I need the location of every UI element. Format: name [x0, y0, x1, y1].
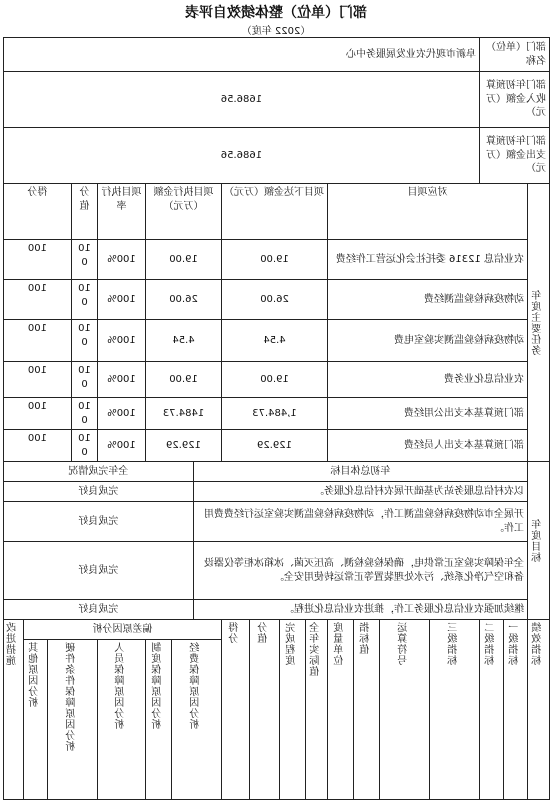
- task-rate: 100%: [98, 362, 146, 398]
- budget-out-label: 部门年初预算支出金额（万元）: [480, 128, 550, 184]
- goals-side-label: 年度目标: [528, 462, 550, 620]
- table-row: [3, 542, 549, 600]
- task-rate: 100%: [98, 430, 146, 462]
- table-row: [3, 600, 549, 620]
- task-score: 100: [3, 398, 71, 430]
- page-title: 部门（单位）整体绩效自评表: [185, 5, 367, 21]
- table-row: [3, 482, 549, 502]
- task-budget: 19.00: [222, 240, 328, 280]
- evaluation-sheet: [4, 37, 550, 781]
- perf-reason-hardware: 硬件条件保障原因分析: [48, 640, 98, 800]
- goal-text: 以农村信息服务站为基础开展农村信息化服务。: [194, 482, 528, 502]
- tasks-header-exec: 项目执行金额（万元）: [146, 184, 222, 240]
- table-row: [3, 502, 549, 542]
- perf-header-score: 得分: [222, 620, 250, 800]
- goal-done: 完成良好: [3, 600, 193, 620]
- goal-done: 完成良好: [3, 502, 193, 542]
- tasks-header-rate: 项目执行率: [98, 184, 146, 240]
- goal-done: 完成良好: [3, 482, 193, 502]
- goal-text: 继续加强农业信息化服务工作，推进农业信息化进程。: [194, 600, 528, 620]
- budget-in-label: 部门年初预算收入金额（万元）: [480, 72, 550, 128]
- tasks-side-label: 年度主要任务: [528, 184, 550, 462]
- perf-side-label: 绩效指标: [528, 620, 550, 800]
- task-rate: 100%: [98, 280, 146, 320]
- task-project: 部门预算基本支出人员经费: [328, 430, 528, 462]
- goal-text: 开展全市动物疫病检验监测工作，动物疫病检验监测实验室运行经费费用工作。: [194, 502, 528, 542]
- goal-done: 完成良好: [3, 542, 193, 600]
- perf-header-l3: 三级指标: [430, 620, 480, 800]
- page-subtitle: （2022 年度）: [241, 26, 311, 37]
- perf-header-op: 运算符号: [380, 620, 430, 800]
- task-project: 动物疫病检验监测实验室电费: [328, 320, 528, 362]
- task-weight: 100: [72, 240, 98, 280]
- task-score: 100: [3, 280, 71, 320]
- task-project: 部门预算基本支出公用经费: [328, 398, 528, 430]
- budget-in-value: 1686.56: [3, 72, 479, 128]
- perf-reason-other: 其他原因分析: [24, 640, 48, 800]
- perf-header-measures: 改进措施: [3, 620, 23, 800]
- perf-header-plan: 全年实际值: [306, 620, 328, 800]
- perf-header-l1: 一级指标: [504, 620, 528, 800]
- task-weight: 100: [72, 398, 98, 430]
- perf-header-done: 完成程度: [280, 620, 306, 800]
- goals-header-done: 全年完成情况: [3, 462, 193, 482]
- task-score: 100: [3, 240, 71, 280]
- tasks-header-budget: 项目下达金额（万元）: [222, 184, 328, 240]
- task-rate: 100%: [98, 240, 146, 280]
- task-weight: 100: [72, 362, 98, 398]
- table-row: [3, 280, 549, 320]
- task-score: 100: [3, 362, 71, 398]
- perf-header-weight: 分值: [250, 620, 280, 800]
- task-rate: 100%: [98, 398, 146, 430]
- task-exec: 26.00: [146, 280, 222, 320]
- task-exec: 1484.73: [146, 398, 222, 430]
- task-weight: 100: [72, 280, 98, 320]
- perf-reason-funding: 经费保障原因分析: [172, 640, 222, 800]
- task-budget: 129.29: [222, 430, 328, 462]
- perf-reason-system: 制度保障原因分析: [146, 640, 172, 800]
- perf-header-target: 指标值: [354, 620, 380, 800]
- task-weight: 100: [72, 430, 98, 462]
- budget-out-value: 1686.56: [3, 128, 479, 184]
- task-score: 100: [3, 320, 71, 362]
- table-row: [3, 430, 549, 462]
- task-exec: 129.29: [146, 430, 222, 462]
- task-exec: 4.54: [146, 320, 222, 362]
- dept-value: 阜新市现代农业发展服务中心: [3, 38, 479, 72]
- tasks-header-weight: 分值: [72, 184, 98, 240]
- task-project: 动物疫病检验监测经费: [328, 280, 528, 320]
- task-rate: 100%: [98, 320, 146, 362]
- tasks-header-project: 对应项目: [328, 184, 528, 240]
- perf-header-unit: 度量单位: [328, 620, 354, 800]
- evaluation-table: [3, 37, 550, 800]
- task-weight: 100: [72, 320, 98, 362]
- table-row: [3, 398, 549, 430]
- task-budget: 4.54: [222, 320, 328, 362]
- task-score: 100: [3, 430, 71, 462]
- goals-header-goal: 年初总体目标: [194, 462, 528, 482]
- tasks-header-score: 得分: [3, 184, 71, 240]
- table-row: [3, 362, 549, 398]
- table-row: [3, 320, 549, 362]
- task-exec: 19.00: [146, 362, 222, 398]
- dept-label: 部门（单位）名称: [480, 38, 550, 72]
- perf-reason-staff: 人员保障原因分析: [98, 640, 146, 800]
- task-project: 农业信息化业务费: [328, 362, 528, 398]
- perf-header-deviation: 偏差原因分析: [24, 620, 222, 640]
- task-budget: 1,484.73: [222, 398, 328, 430]
- task-exec: 19.00: [146, 240, 222, 280]
- perf-header-l2: 二级指标: [480, 620, 504, 800]
- task-budget: 19.00: [222, 362, 328, 398]
- task-budget: 26.00: [222, 280, 328, 320]
- table-row: [3, 240, 549, 280]
- goal-text: 全年保障实验室正常供电，确保检验检测、高压灭菌、冰箱冰柜等仪器设备和空气净化系统、污水处理装置等正常运转使用安全。: [194, 542, 528, 600]
- task-project: 农业信息 12316 委托社会化运营工作经费: [328, 240, 528, 280]
